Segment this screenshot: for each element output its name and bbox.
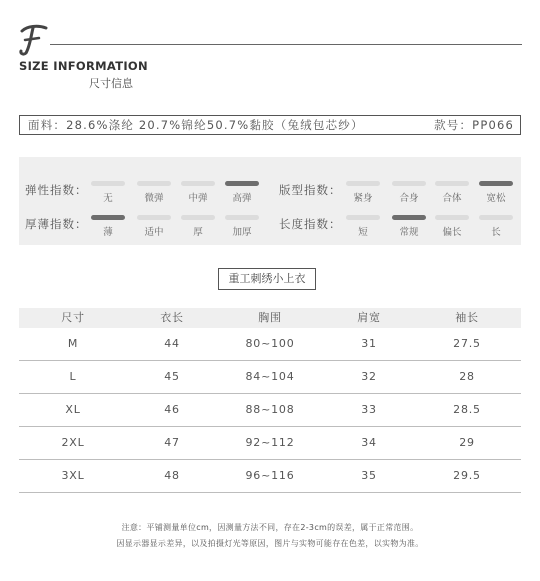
table-row xyxy=(19,394,521,427)
column-header: 胸围 xyxy=(258,311,282,324)
option-label: 宽松 xyxy=(486,193,506,204)
indicator-bar xyxy=(225,215,259,220)
option-label: 合身 xyxy=(399,193,419,204)
table-row xyxy=(19,328,521,361)
indicator-bar xyxy=(346,215,380,220)
table-row xyxy=(19,460,521,493)
size-table-header xyxy=(19,308,521,328)
color-difference-note: 因显示器显示差异，以及拍摄灯光等原因，图片与实物可能存在色差，以实物为准。 xyxy=(116,539,424,548)
option-label: 紧身 xyxy=(353,193,373,204)
option-label: 短 xyxy=(358,227,368,238)
indicator-bar xyxy=(479,215,513,220)
table-cell: 33 xyxy=(361,403,377,416)
length-option xyxy=(479,215,513,238)
indicator-bar xyxy=(435,215,469,220)
table-cell: 45 xyxy=(164,370,180,383)
measurement-note: 注意：平铺测量单位cm，因测量方法不同，存在2-3cm的误差，属于正常范围。 xyxy=(121,523,419,532)
fabric-info-box xyxy=(19,115,521,135)
table-cell: 31 xyxy=(361,337,377,350)
garment-index-panel xyxy=(19,157,521,245)
fit-option xyxy=(392,181,426,204)
fit-option xyxy=(479,181,513,204)
indicator-bar xyxy=(137,181,171,186)
option-label: 长 xyxy=(491,227,501,238)
option-label: 厚 xyxy=(193,227,203,238)
table-cell: 35 xyxy=(361,469,377,482)
table-cell: 44 xyxy=(164,337,180,350)
indicator-bar xyxy=(435,181,469,186)
option-label: 偏长 xyxy=(442,227,462,238)
fabric-composition: 面料：28.6%涤纶 20.7%锦纶50.7%黏胶（兔绒包芯纱） xyxy=(28,118,364,132)
table-cell: 29 xyxy=(459,436,475,449)
size-table xyxy=(19,308,521,493)
table-cell: 2XL xyxy=(61,436,85,449)
page-title: SIZE INFORMATION xyxy=(19,59,148,73)
elasticity-option xyxy=(181,181,215,204)
option-label: 加厚 xyxy=(232,227,252,238)
indicator-bar xyxy=(346,181,380,186)
table-cell: 48 xyxy=(164,469,180,482)
elasticity-option xyxy=(225,181,259,204)
table-cell: M xyxy=(67,337,79,350)
table-cell: 84~104 xyxy=(245,370,295,383)
elasticity-option xyxy=(137,181,171,204)
indicator-bar xyxy=(392,181,426,186)
table-cell: 32 xyxy=(361,370,377,383)
column-header: 尺寸 xyxy=(61,311,85,324)
indicator-bar-selected xyxy=(91,215,125,220)
indicator-bar xyxy=(181,181,215,186)
length-option xyxy=(346,215,380,238)
table-cell: XL xyxy=(65,403,81,416)
column-header: 袖长 xyxy=(455,311,479,324)
option-label: 合体 xyxy=(442,193,462,204)
table-cell: 88~108 xyxy=(245,403,295,416)
length-option xyxy=(392,215,426,238)
table-cell: L xyxy=(69,370,77,383)
length-index-label: 长度指数： xyxy=(279,217,342,231)
elasticity-option xyxy=(91,181,125,204)
column-header: 衣长 xyxy=(160,311,184,324)
brand-logo-icon xyxy=(18,24,48,56)
column-header: 肩宽 xyxy=(357,311,381,324)
option-label: 高弹 xyxy=(232,193,252,204)
table-row xyxy=(19,427,521,460)
table-row xyxy=(19,361,521,394)
table-cell: 46 xyxy=(164,403,180,416)
option-label: 微弹 xyxy=(144,193,164,204)
indicator-bar xyxy=(137,215,171,220)
table-cell: 28 xyxy=(459,370,475,383)
indicator-bar-selected xyxy=(225,181,259,186)
table-cell: 28.5 xyxy=(453,403,481,416)
table-cell: 80~100 xyxy=(245,337,295,350)
indicator-bar-selected xyxy=(392,215,426,220)
thickness-option xyxy=(91,215,125,238)
fit-index-label: 版型指数： xyxy=(279,183,342,197)
thickness-option xyxy=(225,215,259,238)
indicator-bar xyxy=(91,181,125,186)
indicator-bar-selected xyxy=(479,181,513,186)
page-subtitle: 尺寸信息 xyxy=(89,77,133,90)
table-cell: 34 xyxy=(361,436,377,449)
option-label: 薄 xyxy=(103,227,113,238)
option-label: 无 xyxy=(103,193,113,204)
option-label: 适中 xyxy=(144,227,164,238)
thickness-option xyxy=(137,215,171,238)
style-code: 款号：PP066 xyxy=(434,118,514,132)
indicator-bar xyxy=(181,215,215,220)
length-option xyxy=(435,215,469,238)
product-title: 重工刺绣小上衣 xyxy=(218,268,316,290)
option-label: 常规 xyxy=(399,227,419,238)
thickness-index-label: 厚薄指数： xyxy=(25,217,88,231)
table-cell: 27.5 xyxy=(453,337,481,350)
table-cell: 29.5 xyxy=(453,469,481,482)
fit-option xyxy=(346,181,380,204)
table-cell: 3XL xyxy=(61,469,85,482)
table-cell: 96~116 xyxy=(245,469,295,482)
thickness-option xyxy=(181,215,215,238)
elasticity-index-label: 弹性指数： xyxy=(25,183,88,197)
table-cell: 47 xyxy=(164,436,180,449)
table-cell: 92~112 xyxy=(245,436,295,449)
fit-option xyxy=(435,181,469,204)
header-divider xyxy=(50,44,522,45)
option-label: 中弹 xyxy=(188,193,208,204)
